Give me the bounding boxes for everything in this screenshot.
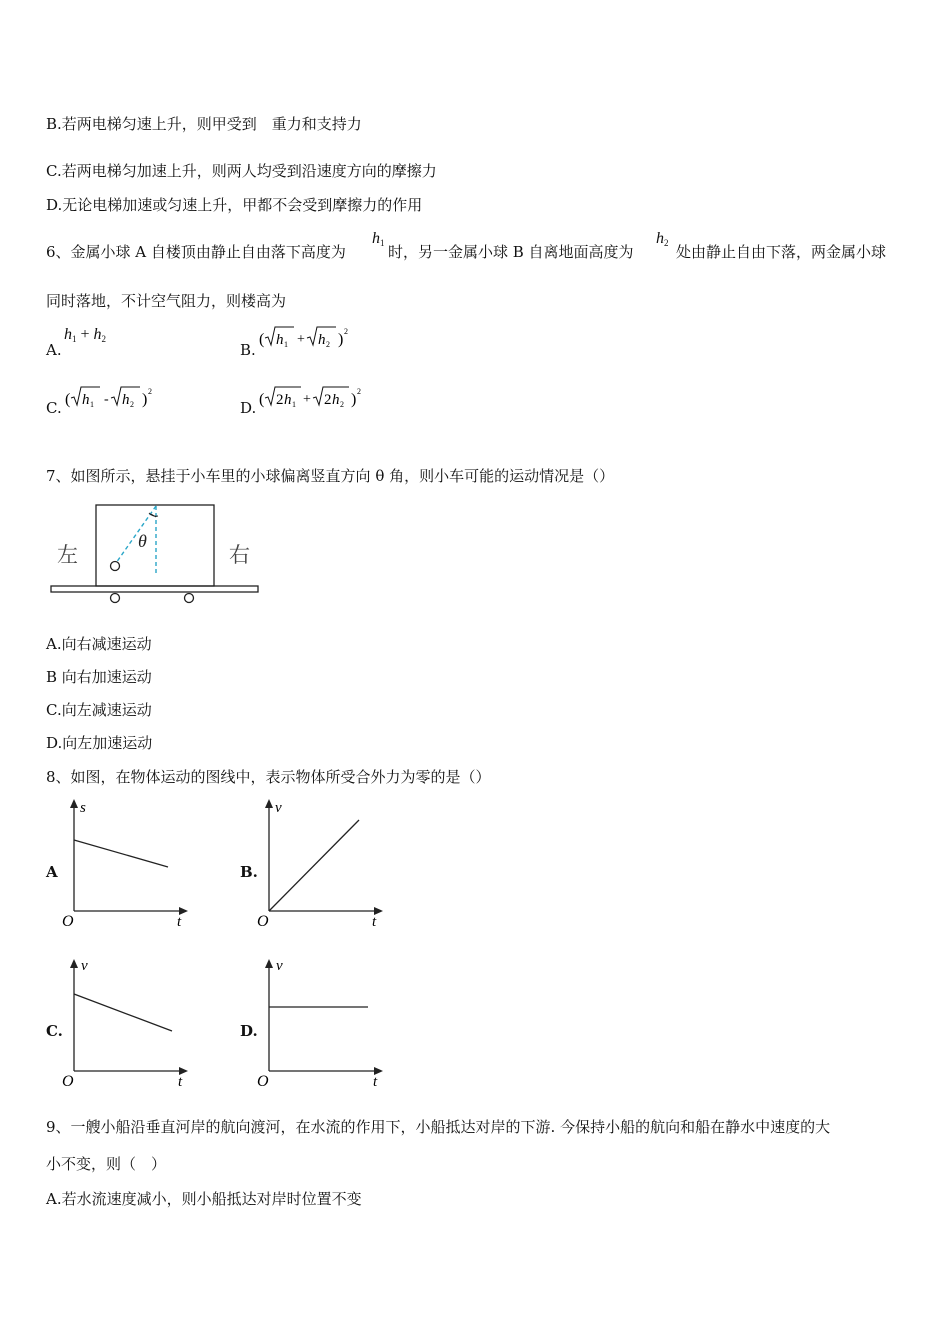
svg-text:): ) [351,391,357,408]
svg-text:t: t [372,914,377,930]
svg-text:(: ( [65,391,71,408]
q6-option-b-label: B. [240,341,256,359]
svg-text:h: h [332,392,340,408]
q6-option-a-label: A. [46,341,62,359]
q5-option-b: B.若两电梯匀速上升，则甲受到 重力和支持力 [46,115,362,133]
q6-h1: $h_1$ [372,230,385,248]
svg-text:h: h [276,332,284,348]
svg-text:+: + [303,392,311,407]
svg-text:h: h [122,392,130,408]
theta-label: θ [138,531,147,551]
svg-text:2: 2 [276,392,284,408]
q6-option-a-formula: $h_1 + h_2$ [64,326,107,344]
q9-stem-line2: 小不变，则（ ） [46,1155,167,1173]
q5-option-d: D.无论电梯加速或匀速上升，甲都不会受到摩擦力的作用 [46,196,423,214]
svg-text:h: h [318,332,326,348]
svg-text:2: 2 [344,327,348,336]
svg-text:O: O [257,1073,269,1090]
q9-option-a: A.若水流速度减小，则小船抵达对岸时位置不变 [46,1190,362,1208]
svg-text:h: h [82,392,90,408]
svg-text:2: 2 [340,400,344,409]
q6-stem-part3: 处由静止自由下落，两金属小球 [676,243,887,261]
svg-text:1: 1 [284,340,288,349]
svg-text:t: t [178,1074,183,1090]
svg-text:1: 1 [90,400,94,409]
q6-stem-part1: 6、金属小球 A 自楼顶由静止自由落下高度为 [46,243,346,261]
q6-option-d-formula [258,384,370,412]
cart-wheel-left [111,594,120,603]
svg-text:2: 2 [130,400,134,409]
q6-option-d-label: D. [240,399,257,417]
graph-c-label: C. [46,1022,63,1040]
q9-stem-line1: 9、一艘小船沿垂直河岸的航向渡河，在水流的作用下，小船抵达对岸的下游. 今保持小船的航向和船在静水中速度的大 [46,1118,831,1136]
graph-a [58,796,198,930]
svg-text:O: O [62,1073,74,1090]
q6-option-c-label: C. [46,399,62,417]
svg-text:t: t [373,1074,378,1090]
q5-option-c: C.若两电梯匀加速上升，则两人均受到沿速度方向的摩擦力 [46,162,437,180]
svg-text:): ) [142,391,148,408]
svg-text:O: O [62,913,74,930]
graph-a-line [74,840,168,867]
q6-stem-part2: 时，另一金属小球 B 自离地面高度为 [388,243,634,261]
cart-body [96,505,214,586]
q7-option-a: A.向右减速运动 [46,635,152,653]
q8-stem: 8、如图，在物体运动的图线中，表示物体所受合外力为零的是（） [46,768,491,786]
svg-text:O: O [257,913,269,930]
q6-h2: $h_2$ [656,230,669,248]
q7-stem: 7、如图所示，悬挂于小车里的小球偏离竖直方向 θ 角，则小车可能的运动情况是（） [46,467,615,485]
svg-text:v: v [276,958,283,974]
cart-platform [51,586,258,592]
svg-text:): ) [338,331,344,348]
right-label: 右 [229,543,250,567]
svg-text:2: 2 [326,340,330,349]
svg-text:2: 2 [357,387,361,396]
q6-stem-line2: 同时落地，不计空气阻力，则楼高为 [46,292,287,310]
q6-option-b-formula [258,324,358,352]
pendulum-ball [111,562,120,571]
graph-b-label: B. [240,863,258,881]
svg-text:(: ( [259,391,265,408]
svg-text:t: t [177,914,182,930]
graph-c [58,956,198,1090]
svg-text:1: 1 [292,400,296,409]
left-label: 左 [57,543,78,567]
q7-option-b: B 向右加速运动 [46,668,152,686]
q7-option-d: D.向左加速运动 [46,734,153,752]
graph-b-line [269,820,359,911]
q6-option-c-formula [64,384,164,412]
svg-text:2: 2 [148,387,152,396]
svg-text:s: s [80,800,86,816]
graph-b [253,796,393,930]
svg-text:h: h [284,392,292,408]
pendulum-string [116,506,156,563]
svg-text:v: v [275,800,282,816]
svg-text:+: + [297,332,305,347]
svg-text:2: 2 [324,392,332,408]
graph-d-label: D. [240,1022,258,1040]
graph-d [253,956,393,1090]
q7-option-c: C.向左减速运动 [46,701,152,719]
svg-text:(: ( [259,331,265,348]
svg-text:-: - [104,392,109,407]
cart-wheel-right [185,594,194,603]
q7-cart-figure [48,500,264,606]
graph-c-line [74,994,172,1031]
svg-text:v: v [81,958,88,974]
graph-a-label: A [46,863,58,881]
